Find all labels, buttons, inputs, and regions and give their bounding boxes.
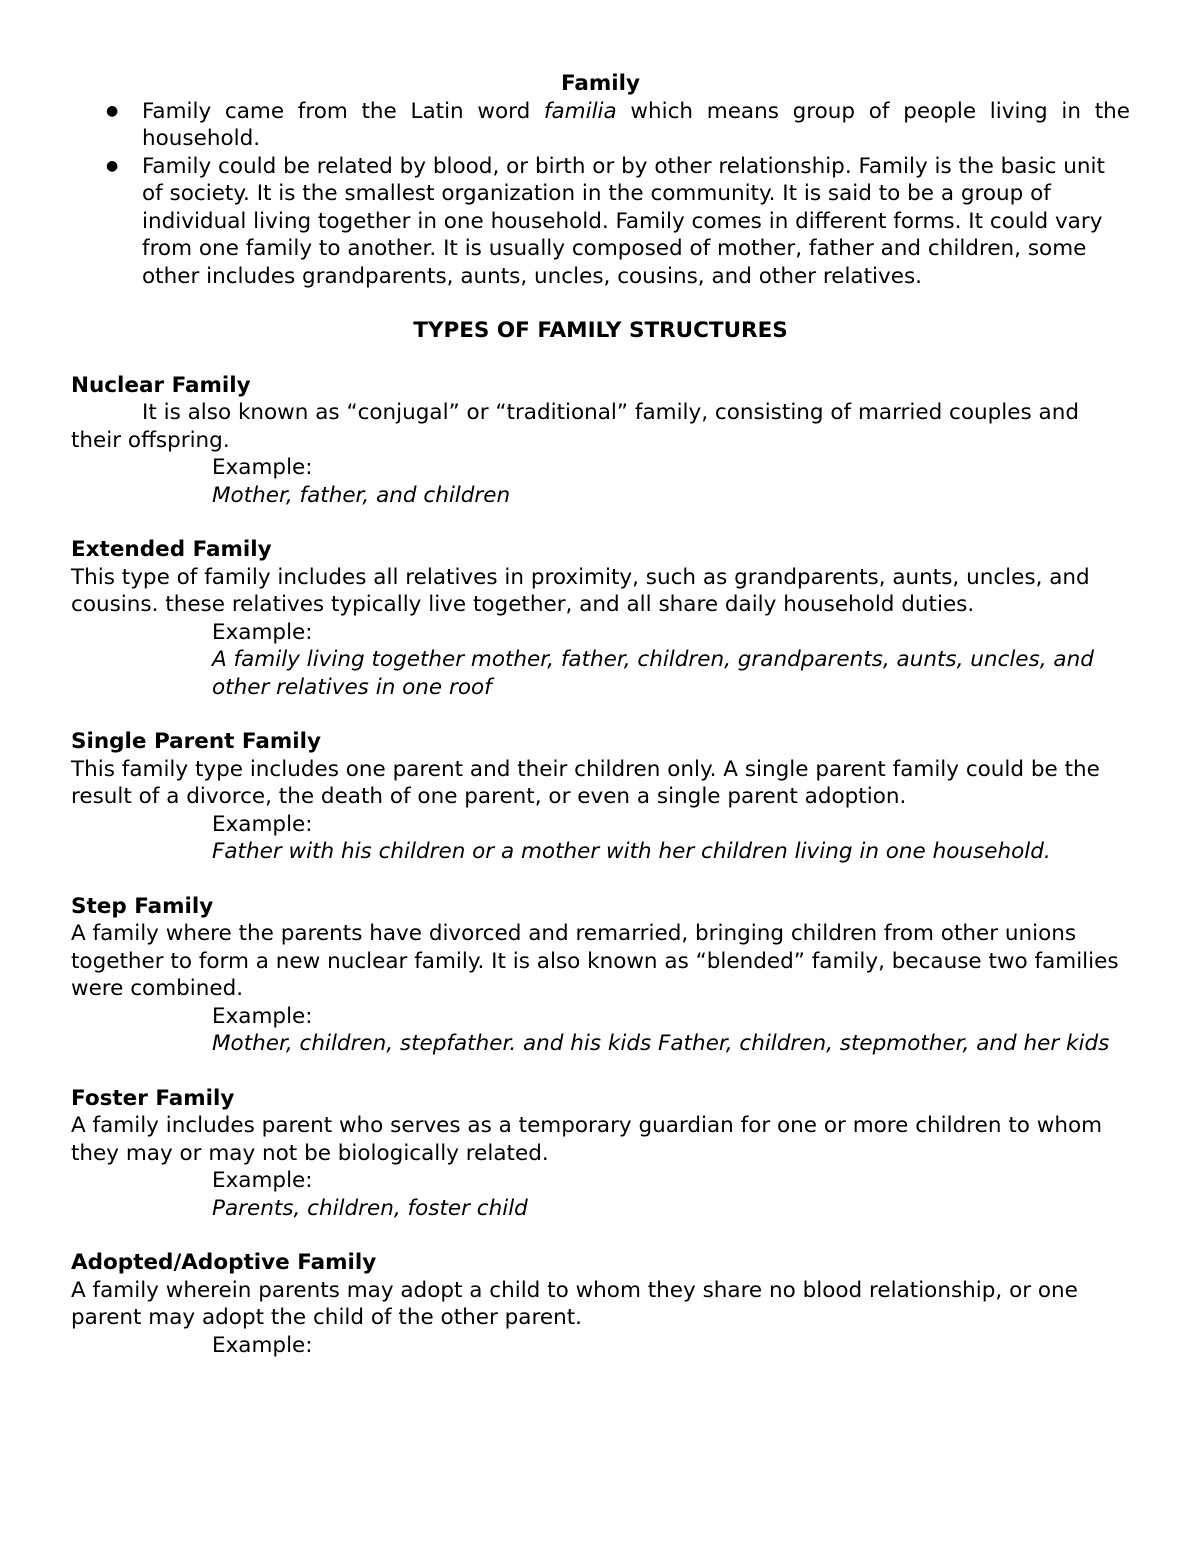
section-step-family bbox=[71, 893, 1130, 1058]
section-description: It is also known as “conjugal” or “traditional” family, consisting of married couples and their offspring. bbox=[71, 400, 1079, 453]
section-heading: Step Family bbox=[71, 893, 214, 919]
section-adoptive-family bbox=[71, 1249, 1130, 1359]
bullet-icon: ● bbox=[106, 102, 119, 119]
types-heading: TYPES OF FAMILY STRUCTURES bbox=[413, 318, 788, 343]
example-label: Example: bbox=[212, 811, 313, 837]
example-label: Example: bbox=[212, 1332, 313, 1358]
section-heading: Single Parent Family bbox=[71, 729, 322, 754]
section-description: This family type includes one parent and their children only. A single parent family could be the result of a divorce, the death of one parent, or even a single parent adoption. bbox=[71, 756, 1100, 809]
example-text: Mother, father, and children bbox=[212, 482, 511, 508]
intro-bullet-1-after: which means group of people living in the household. bbox=[142, 98, 1130, 151]
intro-bullet-list bbox=[71, 98, 1130, 291]
example-label: Example: bbox=[212, 1003, 313, 1029]
example-block bbox=[71, 1332, 1130, 1360]
intro-bullet-1-before: Family came from the Latin word bbox=[142, 98, 544, 124]
section-heading: Foster Family bbox=[71, 1085, 235, 1111]
example-text: A family living together mother, father, children, grandparents, aunts, uncles, and other relatives in one roof bbox=[212, 647, 1094, 700]
example-label: Example: bbox=[212, 455, 313, 480]
example-block bbox=[71, 1167, 1130, 1222]
section-description: A family includes parent who serves as a temporary guardian for one or more children to whom they may or may not be biologically related. bbox=[71, 1113, 1103, 1166]
page-title: Family bbox=[560, 71, 641, 96]
example-text: Mother, children, stepfather. and his kids Father, children, stepmother, and her kids bbox=[212, 1031, 1110, 1056]
intro-bullet-2 bbox=[71, 153, 1130, 291]
intro-bullet-2-text: Family could be related by blood, or birth or by other relationship. Family is the basic unit of society. It is the smallest organization in the community. It is said to be a group of individual living together in one household. Family comes in different forms. It could vary from one family to another. It is usually composed of mother, father and children, some other includes grandparents, aunts, uncles, cousins, and other relatives. bbox=[142, 153, 1105, 289]
intro-bullet-1-latin-word: familia bbox=[543, 98, 617, 124]
section-description: This type of family includes all relatives in proximity, such as grandparents, aunts, uncles, and cousins. these relatives typically live together, and all share daily household duties. bbox=[71, 564, 1090, 617]
section-description: A family wherein parents may adopt a child to whom they share no blood relationship, or one parent may adopt the child of the other parent. bbox=[71, 1277, 1078, 1330]
example-block bbox=[71, 811, 1130, 866]
example-label: Example: bbox=[212, 619, 313, 645]
section-description: A family where the parents have divorced and remarried, bringing children from other unions together to form a new nuclear family. It is also known as “blended” family, because two families were combined. bbox=[71, 921, 1119, 1001]
example-block bbox=[71, 619, 1130, 702]
section-heading: Nuclear Family bbox=[71, 372, 251, 398]
section-single-parent-family bbox=[71, 728, 1130, 866]
bullet-icon: ● bbox=[106, 157, 119, 174]
intro-bullet-1 bbox=[71, 98, 1130, 153]
example-text: Parents, children, foster child bbox=[212, 1195, 528, 1221]
section-heading: Extended Family bbox=[71, 537, 272, 562]
section-heading: Adopted/Adoptive Family bbox=[71, 1250, 377, 1275]
section-foster-family bbox=[71, 1085, 1130, 1223]
example-text: Father with his children or a mother with her children living in one household. bbox=[212, 839, 1051, 864]
example-label: Example: bbox=[212, 1168, 313, 1193]
example-block bbox=[71, 454, 1130, 509]
example-block bbox=[71, 1003, 1130, 1058]
section-extended-family bbox=[71, 536, 1130, 701]
section-nuclear-family bbox=[71, 372, 1130, 510]
